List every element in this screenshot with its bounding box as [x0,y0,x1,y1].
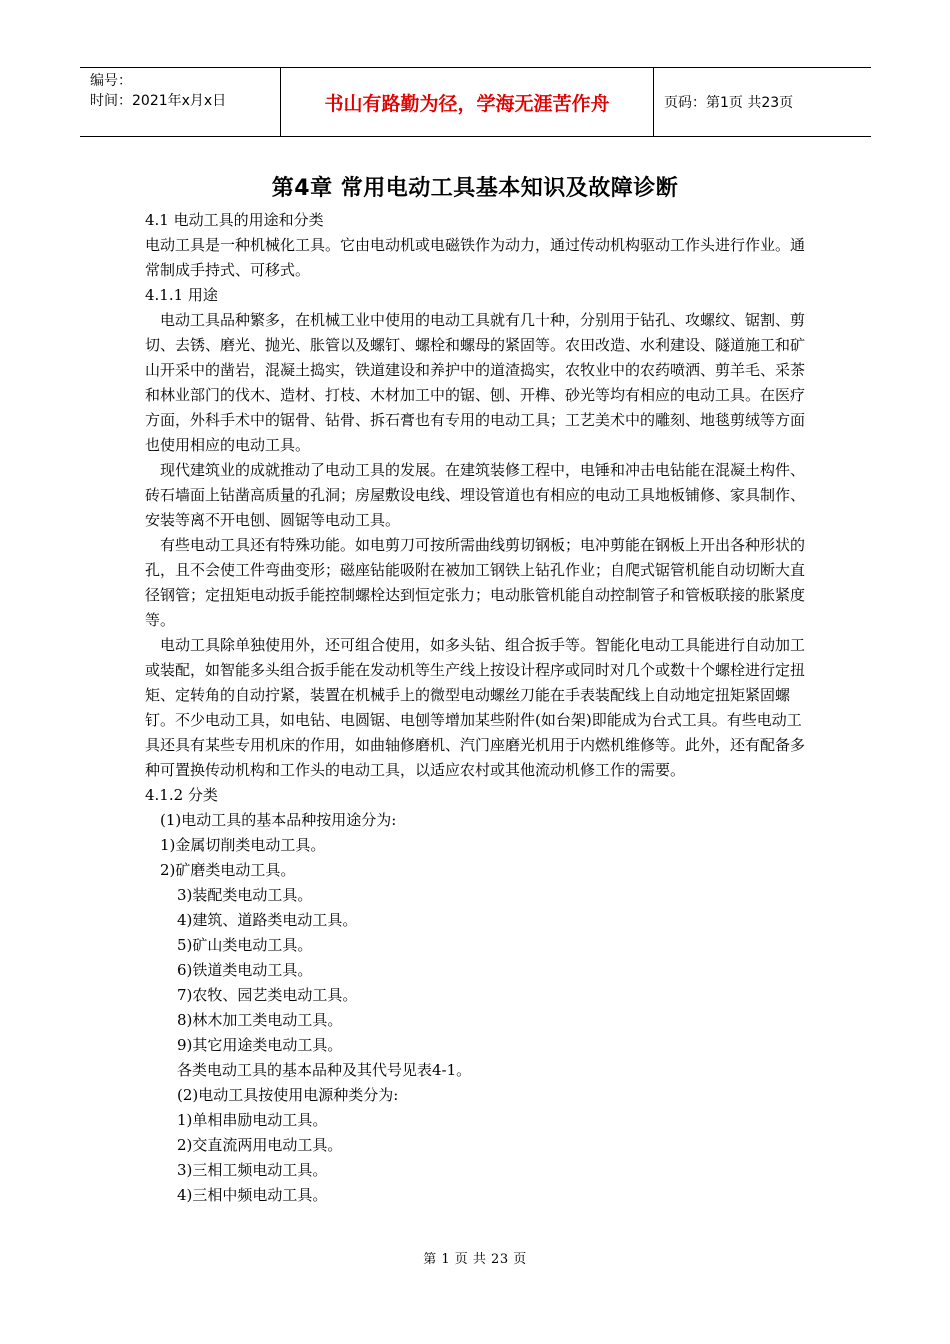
document-body [145,208,813,1208]
chapter-title: 第4章 常用电动工具基本知识及故障诊断 [271,176,679,201]
list-item: 5)矿山类电动工具。 [177,936,313,954]
header-meta [80,68,280,136]
list-item: 3)三相工频电动工具。 [177,1161,328,1179]
list-item: 1)单相串励电动工具。 [177,1111,328,1129]
time-label: 时间：2021年x月x日 [90,93,227,109]
paragraph-construction: 现代建筑业的成就推动了电动工具的发展。在建筑装修工程中，电锤和冲击电钻能在混凝土构件、砖石墙面上钻凿高质量的孔洞；房屋敷设电线、埋设管道也有相应的电动工具地板铺修、家具制作、安装等离不开电刨、圆锯等电动工具。 [145,461,806,529]
paragraph-special-functions: 有些电动工具还有特殊功能。如电剪刀可按所需曲线剪切钢板；电冲剪能在钢板上开出各种形状的孔，且不会使工件弯曲变形；磁座钻能吸附在被加工钢铁上钻孔作业；自爬式锯管机能自动切断大直径钢管；定扭矩电动扳手能控制螺栓达到恒定张力；电动胀管机能自动控制管子和管板联接的胀紧度等。 [145,536,806,629]
list-item: 2)矿磨类电动工具。 [160,861,296,879]
section-heading-4-1: 4.1 电动工具的用途和分类 [145,211,324,229]
list-item: 2)交直流两用电动工具。 [177,1136,343,1154]
list-item: 3)装配类电动工具。 [177,886,313,904]
list-item: 4)三相中频电动工具。 [177,1186,328,1204]
paragraph-uses: 电动工具品种繁多，在机械工业中使用的电动工具就有几十种，分别用于钻孔、攻螺纹、锯割、剪切、去锈、磨光、抛光、胀管以及螺钉、螺栓和螺母的紧固等。农田改造、水利建设、隧道施工和矿山开采中的凿岩，混凝土捣实，铁道建设和养护中的道渣捣实，农牧业中的农药喷洒、剪羊毛、采茶和林业部门的伐木、造材、打枝、木材加工中的锯、刨、开榫、砂光等均有相应的电动工具。在医疗方面，外科手术中的锯骨、钻骨、拆石膏也有专用的电动工具；工艺美术中的雕刻、地毯剪绒等方面也使用相应的电动工具。 [145,311,806,454]
table-reference: 各类电动工具的基本品种及其代号见表4-1。 [177,1061,472,1079]
section-heading-4-1-1: 4.1.1 用途 [145,286,218,304]
page-header [80,67,871,137]
section-heading-4-1-2: 4.1.2 分类 [145,786,218,804]
serial-label: 编号： [90,73,132,89]
list-item: 9)其它用途类电动工具。 [177,1036,343,1054]
list-item: 4)建筑、道路类电动工具。 [177,911,358,929]
header-page-info: 页码：第1页 共23页 [664,95,794,111]
list1-title: (1)电动工具的基本品种按用途分为: [160,811,397,829]
intro-paragraph: 电动工具是一种机械化工具。它由电动机或电磁铁作为动力，通过传动机构驱动工作头进行作业。通常制成手持式、可移式。 [145,236,806,279]
page-footer: 第 1 页 共 23 页 [423,1252,527,1267]
list2-title: (2)电动工具按使用电源种类分为: [177,1086,399,1104]
list-item: 1)金属切削类电动工具。 [160,836,326,854]
list-item: 6)铁道类电动工具。 [177,961,313,979]
header-motto: 书山有路勤为径，学海无涯苦作舟 [280,68,654,136]
list-item: 7)农牧、园艺类电动工具。 [177,986,358,1004]
paragraph-combined-use: 电动工具除单独使用外，还可组合使用，如多头钻、组合扳手等。智能化电动工具能进行自动加工或装配，如智能多头组合扳手能在发动机等生产线上按设计程序或同时对几个或数十个螺栓进行定扭矩、定转角的自动拧紧，装置在机械手上的微型电动螺丝刀能在手表装配线上自动地定扭矩紧固螺钉。不少电动工具，如电钻、电圆锯、电刨等增加某些附件(如台架)即能成为台式工具。有些电动工具还具有某些专用机床的作用，如曲轴修磨机、汽门座磨光机用于内燃机维修等。此外，还有配备多种可置换传动机构和工作头的电动工具，以适应农村或其他流动机修工作的需要。 [145,636,806,779]
list-item: 8)林木加工类电动工具。 [177,1011,343,1029]
